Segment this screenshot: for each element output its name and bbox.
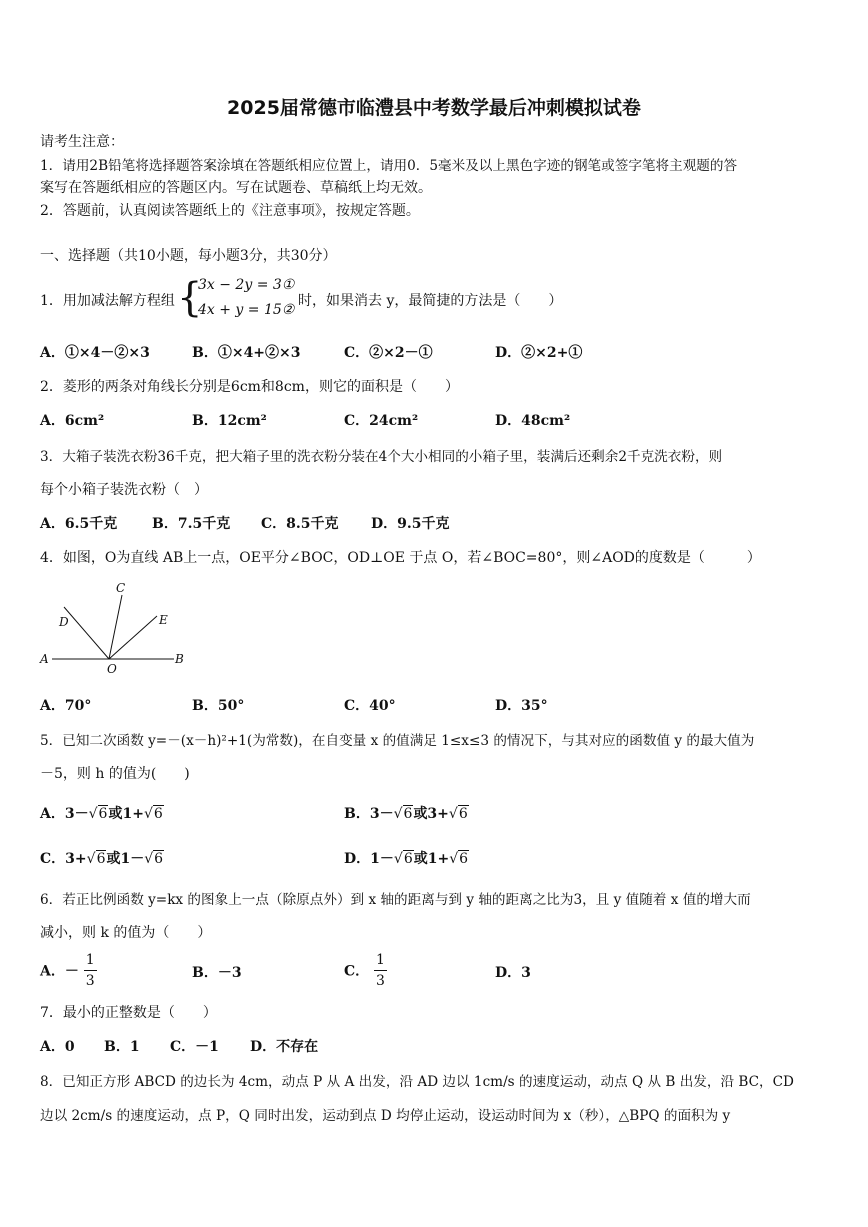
- q5-a-part2: 或1+: [108, 806, 144, 822]
- q8-line-2: 边以 2cm/s 的速度运动，点 P，Q 同时出发，运动到点 D 均停止运动，设运动时间为 x（秒），△BPQ 的面积为 y: [40, 1108, 731, 1124]
- q5-c-radicand-2: 6: [154, 851, 164, 867]
- sqrt-icon: √6: [86, 851, 106, 867]
- q5-option-d[interactable]: [344, 848, 469, 868]
- q8-line-1: 8．已知正方形 ABCD 的边长为 4cm，动点 P 从 A 出发，沿 AD 边以 1cm/s 的速度运动，动点 Q 从 B 出发，沿 BC，CD: [40, 1074, 794, 1090]
- q5-line-2: －5，则 h 的值为( ): [40, 766, 190, 782]
- sqrt-icon: √6: [393, 806, 413, 822]
- label-c: C: [116, 581, 126, 595]
- label-e: E: [159, 613, 168, 627]
- sqrt-icon: √6: [449, 851, 469, 867]
- sqrt-icon: √6: [144, 851, 164, 867]
- q5-c-radicand-1: 6: [96, 851, 106, 867]
- q3-line-2: 每个小箱子装洗衣粉（ ）: [40, 482, 208, 498]
- q2-option-d[interactable]: D．48cm²: [495, 413, 571, 429]
- q4-option-a[interactable]: A．70°: [40, 698, 92, 714]
- q1-equation-2: 4x + y = 15②: [198, 302, 295, 318]
- q6-a-numerator: 1: [84, 950, 97, 971]
- q5-option-b[interactable]: [344, 803, 469, 823]
- q6-a-fraction: [84, 950, 97, 991]
- q3-option-d[interactable]: D．9.5千克: [371, 516, 450, 532]
- q4-option-b[interactable]: B．50°: [192, 698, 245, 714]
- q1-option-a[interactable]: A．①×4－②×3: [40, 345, 150, 361]
- section-heading: 一、选择题（共10小题，每小题3分，共30分）: [40, 248, 337, 264]
- q1-option-c[interactable]: C．②×2－①: [344, 345, 433, 361]
- q1-prefix: 1．用加减法解方程组: [40, 293, 175, 309]
- q1-option-b[interactable]: B．①×4+②×3: [192, 345, 301, 361]
- q6-option-c[interactable]: [344, 950, 387, 991]
- q2-stem: 2．菱形的两条对角线长分别是6cm和8cm，则它的面积是（ ）: [40, 379, 459, 395]
- q7-stem: 7．最小的正整数是（ ）: [40, 1005, 217, 1021]
- q5-c-label: C．: [40, 851, 66, 867]
- q4-option-c[interactable]: C．40°: [344, 698, 396, 714]
- q5-line-1: 5．已知二次函数 y=－(x－h)²+1(为常数)，在自变量 x 的值满足 1≤x≤3 的情况下，与其对应的函数值 y 的最大值为: [40, 733, 755, 749]
- q5-d-part2: 或1+: [413, 851, 450, 867]
- q6-option-a[interactable]: [40, 950, 97, 991]
- q3-option-c[interactable]: C．8.5千克: [261, 516, 339, 532]
- q1-option-d[interactable]: D．②×2+①: [495, 345, 583, 361]
- q5-d-part1: 1－: [370, 851, 394, 867]
- label-b: B: [175, 652, 184, 666]
- brace-icon: {: [177, 275, 203, 321]
- label-o: O: [107, 662, 117, 676]
- sqrt-icon: √6: [143, 806, 163, 822]
- q6-c-label: C．: [344, 963, 370, 980]
- q2-option-a[interactable]: A．6cm²: [40, 413, 105, 429]
- q6-c-denominator: 3: [376, 973, 385, 989]
- q5-a-part1: 3－: [64, 806, 89, 822]
- sqrt-icon: √6: [88, 806, 108, 822]
- q6-option-b[interactable]: B．－3: [192, 965, 242, 981]
- q5-b-label: B．: [344, 806, 370, 822]
- page-title: 2025届常德市临澧县中考数学最后冲刺模拟试卷: [227, 97, 641, 119]
- notice-line-1: 1．请用2B铅笔将选择题答案涂填在答题纸相应位置上，请用0．5毫米及以上黑色字迹的钢笔或签字笔将主观题的答: [40, 158, 738, 174]
- q5-c-part1: 3+: [65, 851, 87, 867]
- notice-heading: 请考生注意：: [40, 134, 124, 150]
- q6-line-1: 6．若正比例函数 y=kx 的图象上一点（除原点外）到 x 轴的距离与到 y 轴的距离之比为3，且 y 值随着 x 值的增大而: [40, 892, 751, 908]
- q1-equation-1: 3x − 2y = 3①: [198, 277, 295, 293]
- q5-d-radicand-1: 6: [403, 851, 413, 867]
- q5-b-radicand-1: 6: [403, 806, 413, 822]
- q7-option-a[interactable]: A．0: [40, 1039, 75, 1055]
- q5-d-label: D．: [344, 851, 371, 867]
- q5-a-radicand-2: 6: [153, 806, 163, 822]
- q3-option-a[interactable]: A．6.5千克: [40, 516, 118, 532]
- q4-stem: 4．如图，O为直线 AB上一点，OE平分∠BOC，OD⊥OE 于点 O，若∠BOC=80°，则∠AOD的度数是（ ）: [40, 550, 761, 566]
- q5-option-c[interactable]: [40, 848, 164, 868]
- q7-option-c[interactable]: C．－1: [170, 1039, 219, 1055]
- q6-option-d[interactable]: D．3: [495, 965, 531, 981]
- q4-option-d[interactable]: D．35°: [495, 698, 548, 714]
- label-a: A: [40, 652, 49, 666]
- label-d: D: [59, 615, 69, 629]
- q5-c-part2: 或1－: [106, 851, 145, 867]
- ray-od: [64, 607, 109, 659]
- q5-b-part1: 3－: [369, 806, 394, 822]
- q3-line-1: 3．大箱子装洗衣粉36千克，把大箱子里的洗衣粉分装在4个大小相同的小箱子里，装满后还剩余2千克洗衣粉，则: [40, 449, 723, 465]
- q5-b-radicand-2: 6: [458, 806, 468, 822]
- q3-option-b[interactable]: B．7.5千克: [152, 516, 231, 532]
- sqrt-icon: √6: [393, 851, 413, 867]
- q2-option-c[interactable]: C．24cm²: [344, 413, 419, 429]
- q5-a-label: A．: [40, 806, 65, 822]
- q7-option-d[interactable]: D．不存在: [250, 1039, 319, 1055]
- q5-d-radicand-2: 6: [459, 851, 469, 867]
- angle-figure: [36, 576, 196, 676]
- q6-c-numerator: 1: [374, 950, 387, 971]
- q6-line-2: 减小，则 k 的值为（ ）: [40, 925, 212, 941]
- notice-line-2: 案写在答题纸相应的答题区内。写在试题卷、草稿纸上均无效。: [40, 180, 432, 196]
- q7-option-b[interactable]: B．1: [104, 1039, 140, 1055]
- sqrt-icon: √6: [448, 806, 468, 822]
- q5-a-radicand-1: 6: [98, 806, 108, 822]
- q5-b-part2: 或3+: [413, 806, 449, 822]
- q6-a-label: A．－: [40, 963, 79, 980]
- q2-option-b[interactable]: B．12cm²: [192, 413, 267, 429]
- q6-a-denominator: 3: [85, 973, 95, 989]
- notice-line-3: 2．答题前，认真阅读答题纸上的《注意事项》，按规定答题。: [40, 203, 420, 219]
- q1-suffix: 时，如果消去 y，最简捷的方法是（ ）: [298, 293, 563, 309]
- q6-c-fraction: [374, 950, 387, 991]
- q5-option-a[interactable]: [40, 803, 164, 823]
